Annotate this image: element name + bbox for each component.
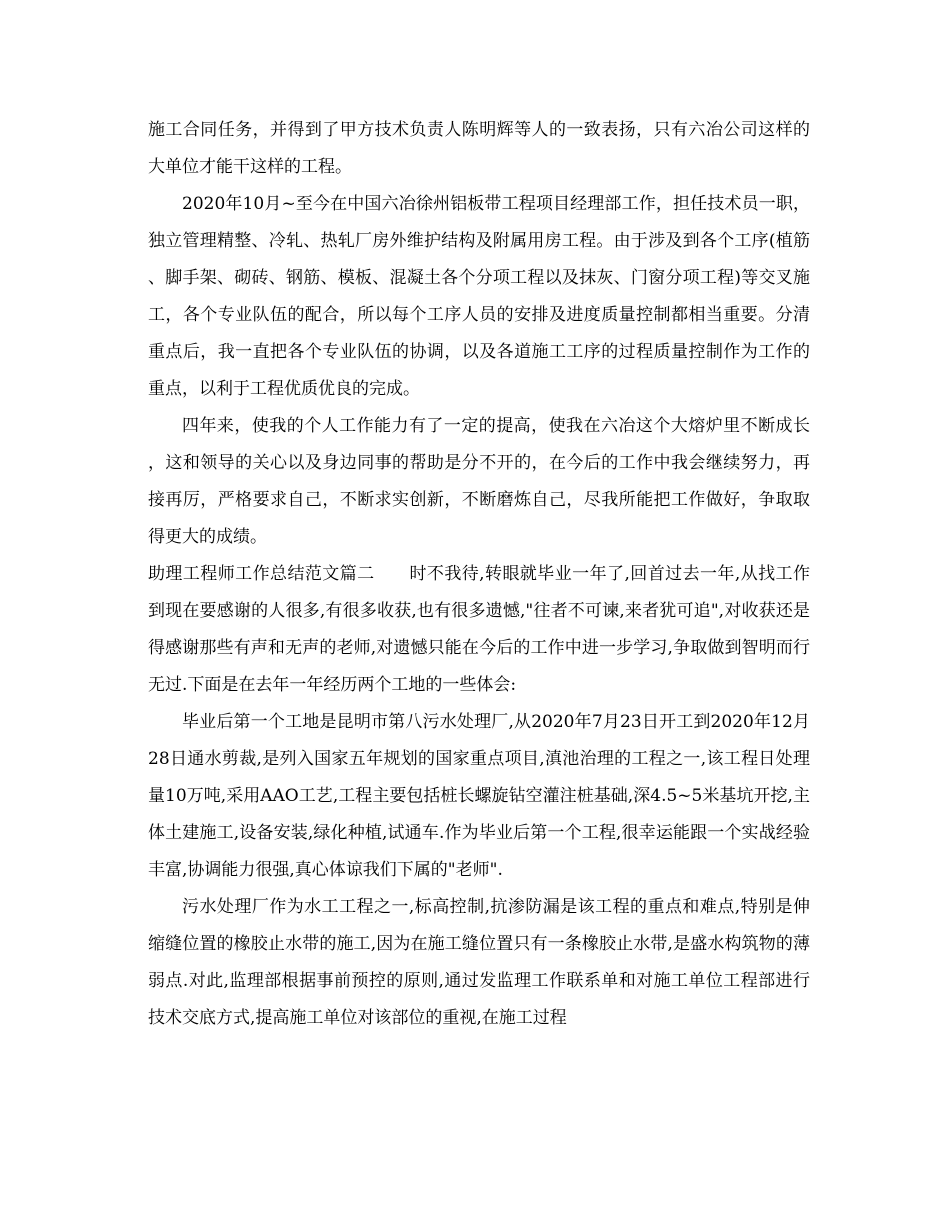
- paragraph-2: 2020年10月~至今在中国六冶徐州铝板带工程项目经理部工作，担任技术员一职，独立管理精整、冷轧、热轧厂房外维护结构及附属用房工程。由于涉及到各个工序(植筋、脚手架、砌砖、钢筋、模板、混凝土各个分项工程以及抹灰、门窗分项工程)等交叉施工，各个专业队伍的配合，所以每个工序人员的安排及进度质量控制都相当重要。分清重点后，我一直把各个专业队伍的协调，以及各道施工工序的过程质量控制作为工作的重点，以利于工程优质优良的完成。: [148, 194, 810, 399]
- paragraph-6: 污水处理厂作为水工工程之一,标高控制,抗渗防漏是该工程的重点和难点,特别是伸缩缝位置的橡胶止水带的施工,因为在施工缝位置只有一条橡胶止水带,是盛水构筑物的薄弱点.对此,监理部根据事前预控的原则,通过发监理工作联系单和对施工单位工程部进行技术交底方式,提高施工单位对该部位的重视,在施工过程: [148, 897, 810, 1028]
- paragraph-5: 毕业后第一个工地是昆明市第八污水处理厂,从2020年7月23日开工到2020年12月28日通水剪裁,是列入国家五年规划的国家重点项目,滇池治理的工程之一,该工程日处理量10万吨,采用AAO工艺,工程主要包括桩长螺旋钻空灌注桩基础,深4.5~5米基坑开挖,主体土建施工,设备安装,绿化种植,试通车.作为毕业后第一个工程,很幸运能跟一个实战经验丰富,协调能力很强,真心体谅我们下属的"老师".: [148, 712, 810, 880]
- paragraph-1: 施工合同任务，并得到了甲方技术负责人陈明辉等人的一致表扬，只有六冶公司这样的大单位才能干这样的工程。: [148, 120, 810, 177]
- document-body: [148, 112, 810, 1037]
- section-heading-paragraph: 助理工程师工作总结范文篇二 时不我待,转眼就毕业一年了,回首过去一年,从找工作到现在要感谢的人很多,有很多收获,也有很多遗憾,"往者不可谏,来者犹可追",对收获还是得感谢那些有声和无声的老师,对遗憾只能在今后的工作中进一步学习,争取做到智明而行无过.下面是在去年一年经历两个工地的一些体会:: [148, 564, 810, 695]
- paragraph-3: 四年来，使我的个人工作能力有了一定的提高，使我在六冶这个大熔炉里不断成长，这和领导的关心以及身边同事的帮助是分不开的，在今后的工作中我会继续努力，再接再厉，严格要求自己，不断求实创新，不断磨炼自己，尽我所能把工作做好，争取取得更大的成绩。: [148, 416, 810, 547]
